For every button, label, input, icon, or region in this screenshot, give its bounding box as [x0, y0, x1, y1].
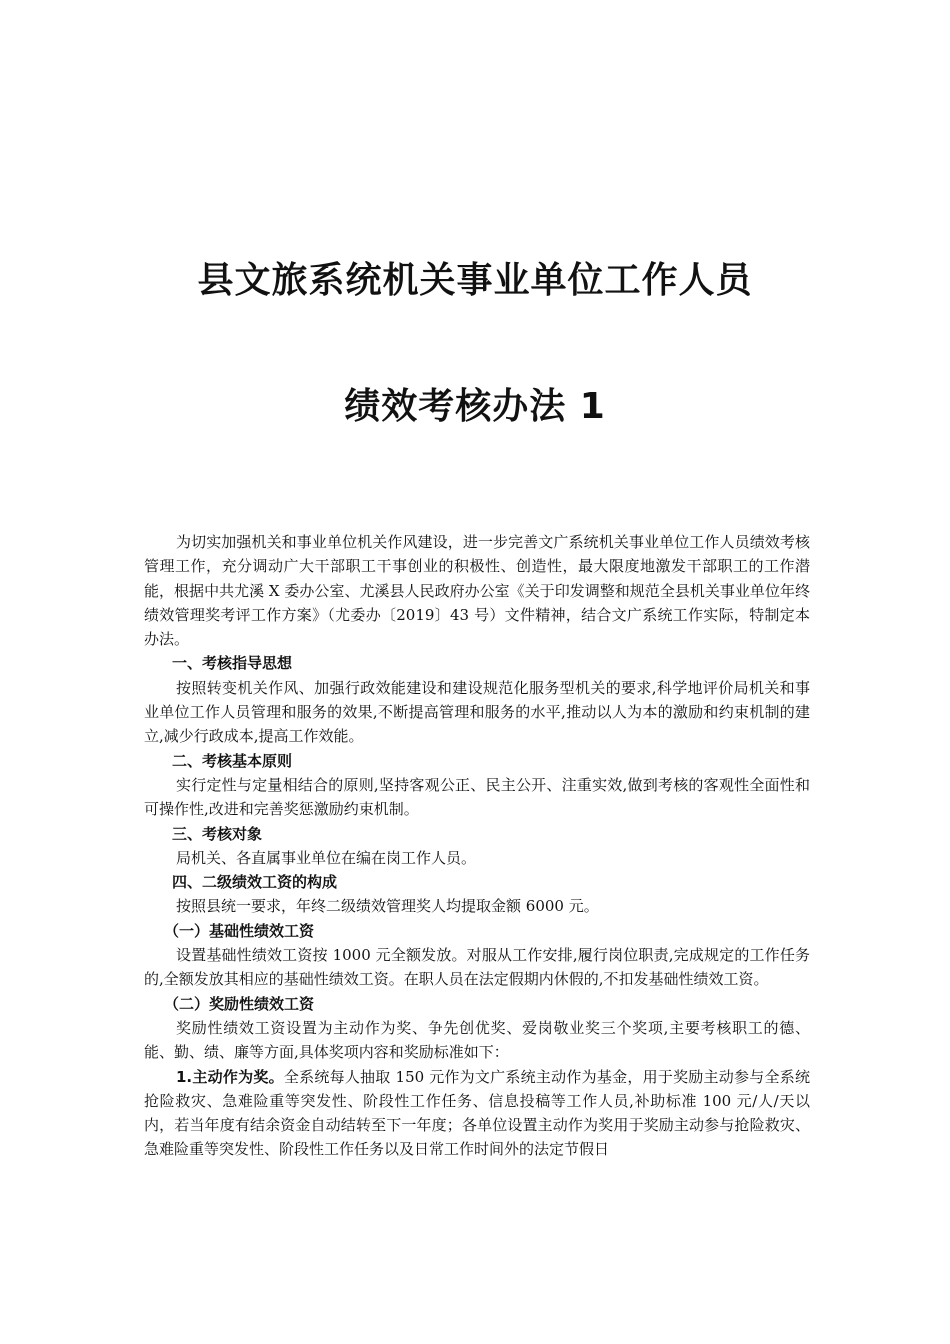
section-heading-2: 二、考核基本原则: [172, 751, 293, 770]
section-text-3: 局机关、各直属事业单位在编在岗工作人员。: [176, 848, 477, 867]
subsection-text-2: 奖励性绩效工资设置为主动作为奖、争先创优奖、爱岗敬业奖三个奖项,主要考核职工的德、能、勤、绩、廉等方面,具体奖项内容和奖励标准如下：: [144, 1018, 810, 1062]
section-text-4: 按照县统一要求，年终二级绩效管理奖人均提取金额 6000 元。: [176, 897, 599, 916]
section-text-2: 实行定性与定量相结合的原则,坚持客观公正、民主公开、注重实效,做到考核的客观性全面性和可操作性,改进和完善奖惩激励约束机制。: [144, 775, 810, 819]
document-title-line1: 县文旅系统机关事业单位工作人员: [197, 260, 753, 301]
subsection-heading-1: （一）基础性绩效工资: [164, 921, 315, 940]
item-text-1: 全系统每人抽取 150 元作为文广系统主动作为基金，用于奖励主动参与全系统抢险救灾、急难险重等突发性、阶段性工作任务、信息投稿等工作人员,补助标准 100 元/人/天以内，若当年度有结余资金自动结转至下一年度；各单位设置主动作为奖用于奖励主动参与抢险救灾、急难险重等突发性、阶段性工作任务以及日常工作时间外的法定节假日: [144, 1067, 811, 1159]
section-text-1: 按照转变机关作风、加强行政效能建设和建设规范化服务型机关的要求,科学地评价局机关和事业单位工作人员管理和服务的效果,不断提高管理和服务的水平,推动以人为本的激励和约束机制的建立,减少行政成本,提高工作效能。: [144, 678, 810, 746]
document-body: [144, 530, 810, 1162]
document-title-line2: 绩效考核办法 1: [344, 386, 606, 427]
section-heading-4: 四、二级绩效工资的构成: [172, 873, 338, 892]
intro-paragraph: 为切实加强机关和事业单位机关作风建设，进一步完善文广系统机关事业单位工作人员绩效考核管理工作，充分调动广大干部职工干事创业的积极性、创造性，最大限度地激发干部职工的工作潜能，根据中共尤溪 X 委办公室、尤溪县人民政府办公室《关于印发调整和规范全县机关事业单位年终绩效管理奖考评工作方案》（尤委办〔2019〕43 号）文件精神，结合文广系统工作实际，特制定本办法。: [144, 533, 810, 649]
section-heading-3: 三、考核对象: [172, 824, 263, 843]
item-paragraph-1: [144, 1065, 810, 1162]
subsection-heading-2: （二）奖励性绩效工资: [164, 994, 315, 1013]
item-lead-1: 1.主动作为奖。: [176, 1067, 284, 1086]
section-heading-1: 一、考核指导思想: [172, 654, 293, 673]
subsection-text-1: 设置基础性绩效工资按 1000 元全额发放。对服从工作安排,履行岗位职责,完成规定的工作任务的,全额发放其相应的基础性绩效工资。在职人员在法定假期内休假的,不扣发基础性绩效工资。: [144, 946, 810, 989]
